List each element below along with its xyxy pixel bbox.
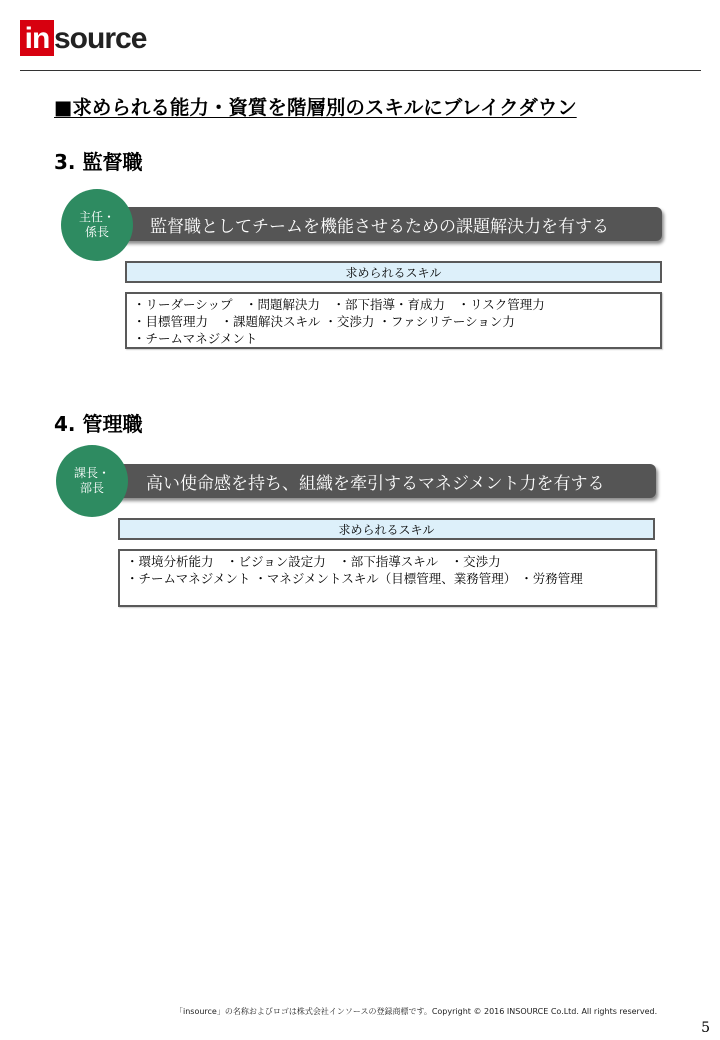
- skill-line: ・リーダーシップ ・問題解決力 ・部下指導・育成力 ・リスク管理力: [133, 297, 545, 312]
- manager-requirement-banner: [94, 464, 656, 498]
- header-divider: [20, 70, 701, 71]
- role-line-1: 主任・: [78, 210, 115, 224]
- skills-list: [125, 292, 662, 349]
- logo-in-mark: in: [20, 20, 54, 56]
- skills-header: 求められるスキル: [125, 261, 662, 283]
- role-badge-manager: [56, 445, 128, 517]
- page-number: 5: [701, 1020, 710, 1036]
- role-badge-supervisor: [61, 189, 133, 261]
- skills-list: [118, 549, 657, 607]
- skill-line: ・環境分析能力 ・ビジョン設定力 ・部下指導スキル ・交渉力: [126, 554, 501, 569]
- supervisor-requirement-banner: [98, 207, 662, 241]
- copyright-footer: 「insource」の名称およびロゴは株式会社インソースの登録商標です。Copyright © 2016 INSOURCE Co.Ltd. All rights reserved.: [175, 1007, 658, 1016]
- insource-logo: [20, 20, 146, 56]
- section-title-manager: 4. 管理職: [54, 412, 143, 436]
- logo-wordmark: source: [54, 22, 147, 55]
- role-line-1: 課長・: [73, 466, 110, 480]
- role-line-2: 係長: [84, 225, 109, 239]
- banner-text: 監督職としてチームを機能させるための課題解決力を有する: [150, 216, 609, 237]
- page-title: ■求められる能力・資質を階層別のスキルにブレイクダウン: [54, 96, 577, 119]
- section-title-supervisor: 3. 監督職: [54, 150, 143, 174]
- skill-line: ・チームマネジメント: [133, 331, 258, 346]
- skill-line: ・チームマネジメント ・マネジメントスキル（目標管理、業務管理） ・労務管理: [126, 571, 583, 586]
- role-line-2: 部長: [79, 481, 104, 495]
- skills-header: 求められるスキル: [118, 518, 655, 540]
- banner-text: 高い使命感を持ち、組織を牽引するマネジメント力を有する: [146, 473, 605, 494]
- skill-line: ・目標管理力 ・課題解決スキル ・交渉力 ・ファシリテーション力: [133, 314, 515, 329]
